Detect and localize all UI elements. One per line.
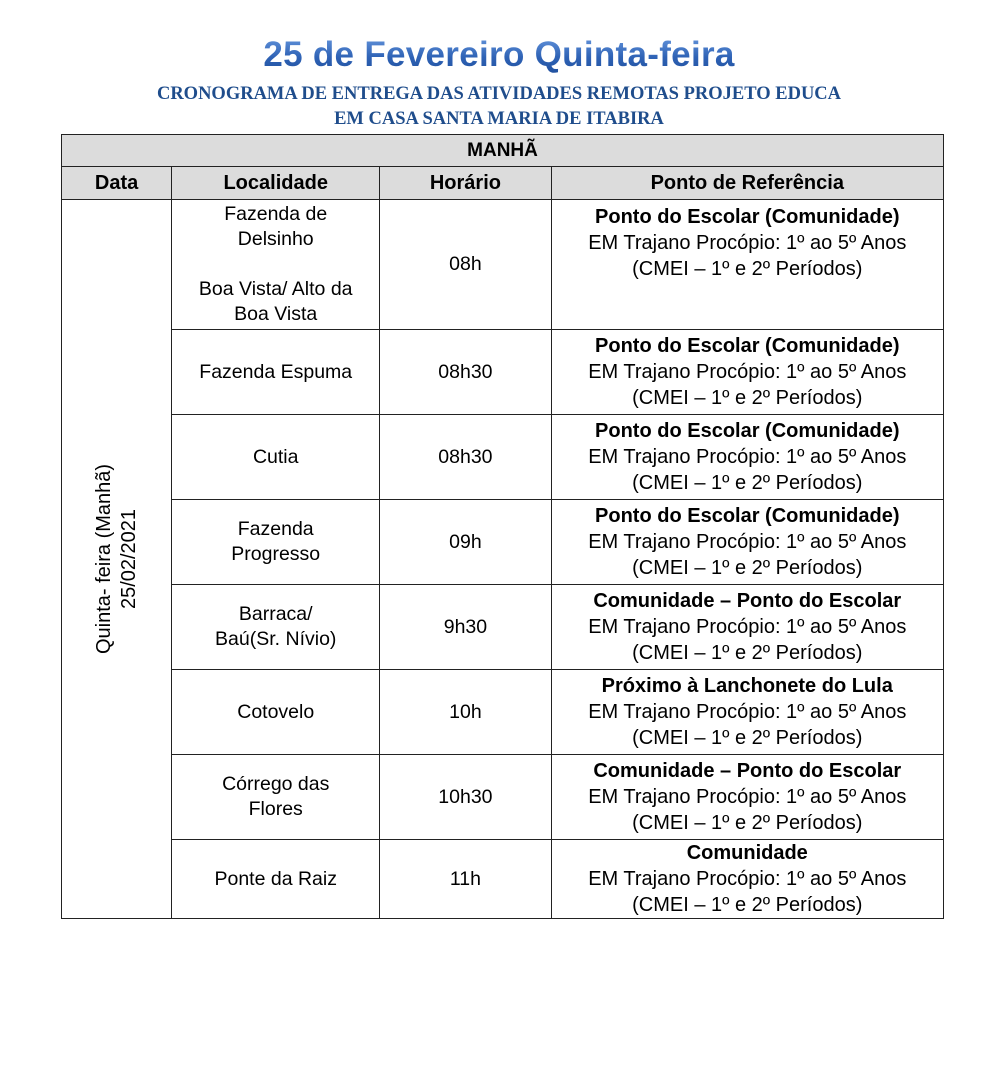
localidade-line: Barraca/ bbox=[238, 603, 313, 625]
referencia-cell bbox=[551, 330, 943, 415]
table-row bbox=[62, 670, 944, 755]
referencia-title: Próximo à Lanchonete do Lula bbox=[601, 675, 893, 697]
localidade-line: Cotovelo bbox=[237, 700, 315, 723]
referencia-cmei: (CMEI – 1º e 2º Períodos) bbox=[632, 557, 863, 579]
referencia-title: Ponto do Escolar (Comunidade) bbox=[595, 335, 900, 357]
referencia-title: Comunidade – Ponto do Escolar bbox=[593, 760, 902, 782]
referencia-school: EM Trajano Procópio: 1º ao 5º Anos bbox=[588, 361, 907, 383]
horario-cell: 09h bbox=[380, 500, 551, 585]
localidade-line: Córrego das bbox=[222, 773, 330, 795]
table-row bbox=[62, 415, 944, 500]
table-row bbox=[62, 840, 944, 919]
horario-cell: 11h bbox=[380, 840, 551, 919]
column-header-horario: Horário bbox=[380, 167, 551, 200]
referencia-school: EM Trajano Procópio: 1º ao 5º Anos bbox=[588, 868, 907, 890]
localidade-line: Fazenda bbox=[237, 518, 314, 540]
localidade-line: Progresso bbox=[231, 543, 321, 565]
table-row bbox=[62, 330, 944, 415]
localidade-line: Boa Vista bbox=[234, 303, 318, 325]
referencia-school: EM Trajano Procópio: 1º ao 5º Anos bbox=[588, 616, 907, 638]
referencia-cmei: (CMEI – 1º e 2º Períodos) bbox=[632, 812, 863, 834]
date-label bbox=[92, 464, 142, 654]
localidade-line: Ponte da Raiz bbox=[214, 867, 337, 890]
referencia-cell bbox=[551, 200, 943, 330]
referencia-cell bbox=[551, 500, 943, 585]
column-header-ponto-de-referencia: Ponto de Referência bbox=[551, 167, 943, 200]
referencia-cmei: (CMEI – 1º e 2º Períodos) bbox=[632, 894, 863, 916]
referencia-title: Comunidade bbox=[686, 842, 808, 864]
column-header-localidade: Localidade bbox=[172, 167, 380, 200]
horario-cell: 10h30 bbox=[380, 755, 551, 840]
horario-cell: 08h30 bbox=[380, 415, 551, 500]
localidade-line: Fazenda de bbox=[224, 203, 328, 225]
table-row bbox=[62, 500, 944, 585]
localidade-line: Flores bbox=[248, 798, 303, 820]
referencia-title: Comunidade – Ponto do Escolar bbox=[593, 590, 902, 612]
referencia-cell bbox=[551, 415, 943, 500]
localidade-cell bbox=[172, 755, 380, 840]
localidade-cell bbox=[172, 670, 380, 755]
localidade-line: Fazenda Espuma bbox=[199, 360, 353, 383]
referencia-title: Ponto do Escolar (Comunidade) bbox=[595, 206, 900, 228]
localidade-cell bbox=[172, 840, 380, 919]
page-title: 25 de Fevereiro Quinta-feira bbox=[0, 34, 998, 76]
subtitle-line-1: CRONOGRAMA DE ENTREGA DAS ATIVIDADES REMOTAS PROJETO EDUCA bbox=[156, 84, 842, 104]
referencia-cmei: (CMEI – 1º e 2º Períodos) bbox=[632, 642, 863, 664]
referencia-cmei: (CMEI – 1º e 2º Períodos) bbox=[632, 258, 863, 280]
date-cell bbox=[62, 200, 172, 919]
localidade-line: Delsinho bbox=[237, 228, 314, 250]
referencia-cell bbox=[551, 755, 943, 840]
date-value: 25/02/2021 bbox=[117, 508, 140, 610]
localidade-line: Boa Vista/ Alto da bbox=[198, 278, 353, 300]
column-header-data: Data bbox=[62, 167, 172, 200]
band-label: MANHÃ bbox=[62, 135, 944, 167]
localidade-line: Cutia bbox=[252, 445, 299, 468]
localidade-cell bbox=[172, 585, 380, 670]
localidade-cell bbox=[172, 330, 380, 415]
referencia-cmei: (CMEI – 1º e 2º Períodos) bbox=[632, 387, 863, 409]
referencia-school: EM Trajano Procópio: 1º ao 5º Anos bbox=[588, 701, 907, 723]
horario-cell: 9h30 bbox=[380, 585, 551, 670]
referencia-cell bbox=[551, 840, 943, 919]
referencia-title: Ponto do Escolar (Comunidade) bbox=[595, 420, 900, 442]
referencia-title: Ponto do Escolar (Comunidade) bbox=[595, 505, 900, 527]
schedule-table bbox=[61, 134, 944, 919]
horario-cell: 10h bbox=[380, 670, 551, 755]
header-row bbox=[62, 167, 944, 200]
referencia-cell bbox=[551, 670, 943, 755]
localidade-cell bbox=[172, 200, 380, 330]
horario-cell: 08h30 bbox=[380, 330, 551, 415]
table-row bbox=[62, 585, 944, 670]
horario-cell: 08h bbox=[380, 200, 551, 330]
referencia-school: EM Trajano Procópio: 1º ao 5º Anos bbox=[588, 446, 907, 468]
date-weekday: Quinta- feira (Manhã) bbox=[92, 463, 115, 655]
referencia-cmei: (CMEI – 1º e 2º Períodos) bbox=[632, 727, 863, 749]
referencia-cmei: (CMEI – 1º e 2º Períodos) bbox=[632, 472, 863, 494]
localidade-line: Baú(Sr. Nívio) bbox=[215, 628, 337, 650]
band-row bbox=[62, 135, 944, 167]
table-row bbox=[62, 200, 944, 330]
localidade-cell bbox=[172, 500, 380, 585]
referencia-school: EM Trajano Procópio: 1º ao 5º Anos bbox=[588, 531, 907, 553]
subtitle-line-2: EM CASA SANTA MARIA DE ITABIRA bbox=[334, 109, 664, 129]
referencia-cell bbox=[551, 585, 943, 670]
localidade-cell bbox=[172, 415, 380, 500]
table-row bbox=[62, 755, 944, 840]
referencia-school: EM Trajano Procópio: 1º ao 5º Anos bbox=[588, 786, 907, 808]
referencia-school: EM Trajano Procópio: 1º ao 5º Anos bbox=[588, 232, 907, 254]
